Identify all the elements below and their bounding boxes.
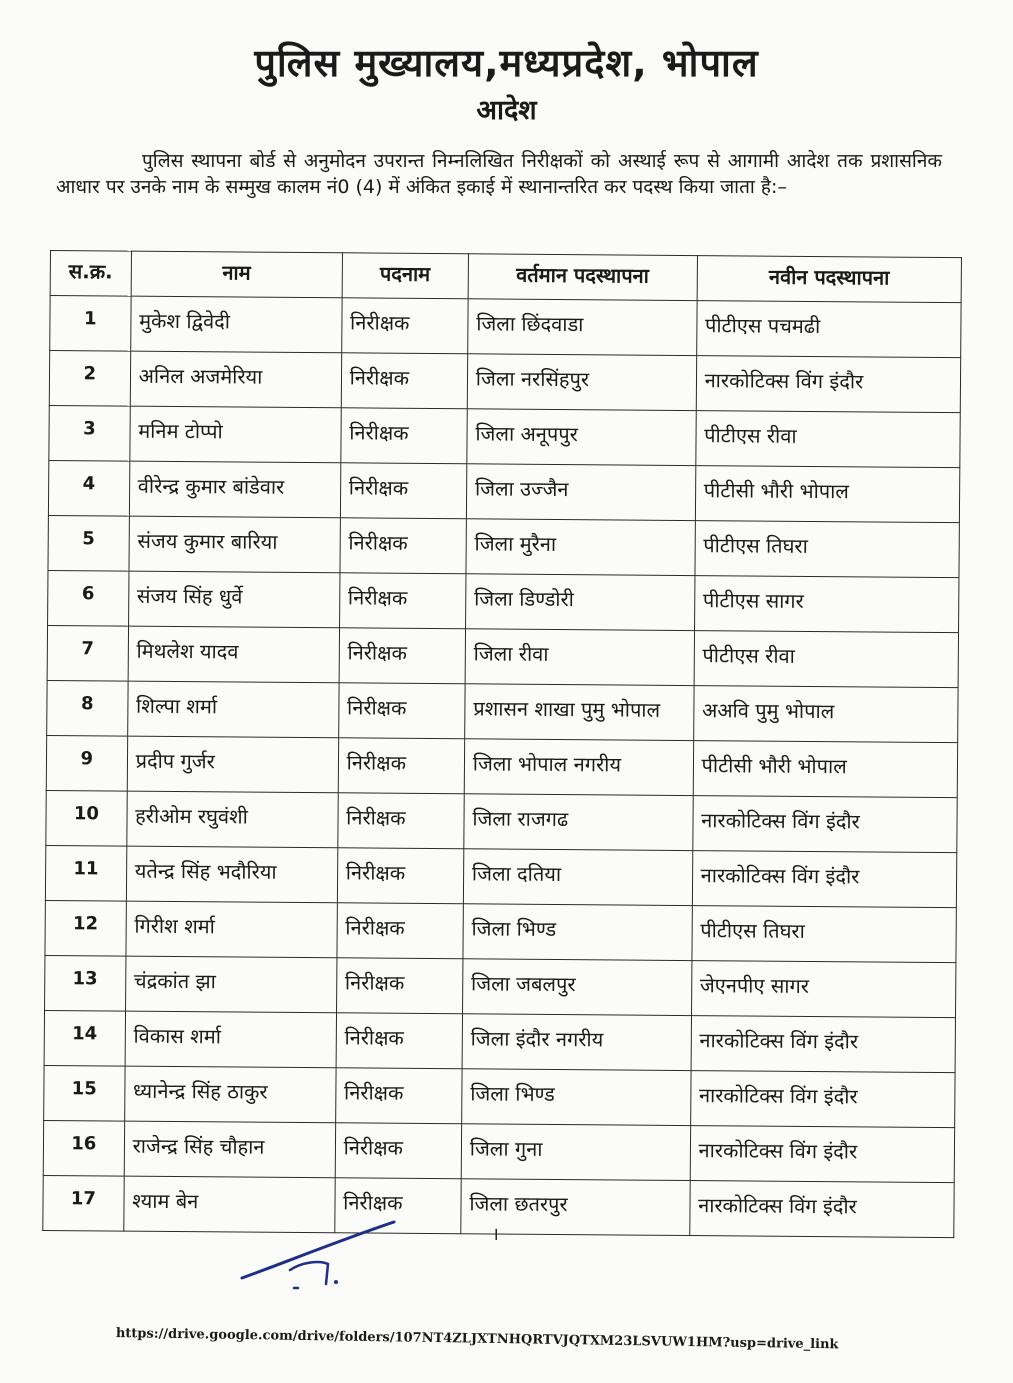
signature-mark: [236, 1218, 406, 1298]
current-posting-cell: प्रशासन शाखा पुमु भोपाल: [465, 684, 694, 741]
drive-link[interactable]: https://drive.google.com/drive/folders/107NT4ZLJXTNHQRTVJQTXM23LSVUW1HM?usp=drive_link: [115, 1326, 839, 1353]
table-row: [45, 900, 956, 962]
page-mark: ।: [492, 1224, 499, 1245]
current-posting-cell: जिला रीवा: [465, 629, 694, 686]
table-row: [44, 1065, 955, 1127]
designation-cell: निरीक्षक: [336, 958, 463, 1014]
current-posting-cell: जिला जबलपुर: [462, 959, 691, 1016]
name-cell: मिथलेश यादव: [128, 626, 339, 683]
name-cell: चंद्रकांत झा: [125, 956, 336, 1013]
designation-cell: निरीक्षक: [337, 848, 464, 904]
new-posting-cell: पीटीएस तिघरा: [692, 906, 957, 963]
serial-cell: 16: [43, 1120, 124, 1176]
table-row: [49, 351, 960, 413]
name-cell: मुकेश द्विवेदी: [130, 296, 341, 353]
name-cell: ध्यानेन्द्र सिंह ठाकुर: [124, 1066, 335, 1123]
serial-cell: 11: [45, 845, 126, 901]
table-row: [43, 1120, 954, 1182]
name-cell: अनिल अजमेरिया: [130, 351, 341, 408]
serial-cell: 13: [45, 955, 126, 1011]
designation-cell: निरीक्षक: [340, 463, 467, 519]
name-cell: यतेन्द्र सिंह भदौरिया: [126, 846, 337, 903]
current-posting-cell: जिला डिण्डोरी: [465, 574, 694, 631]
serial-cell: 12: [45, 900, 126, 956]
designation-cell: निरीक्षक: [336, 1013, 463, 1069]
designation-cell: निरीक्षक: [334, 1178, 461, 1234]
name-cell: संजय कुमार बारिया: [129, 516, 340, 573]
serial-cell: 7: [47, 625, 128, 681]
current-posting-cell: जिला छिंदवाडा: [468, 299, 697, 356]
new-posting-cell: नारकोटिक्स विंग इंदौर: [689, 1181, 954, 1238]
serial-cell: 9: [46, 735, 127, 791]
serial-cell: 2: [49, 351, 130, 407]
serial-cell: 17: [43, 1175, 124, 1231]
name-cell: श्याम बेन: [123, 1176, 334, 1233]
name-cell: हरीओम रघुवंशी: [126, 791, 337, 848]
current-posting-cell: जिला दतिया: [463, 849, 692, 906]
designation-cell: निरीक्षक: [339, 573, 466, 629]
designation-cell: निरीक्षक: [337, 903, 464, 959]
designation-cell: निरीक्षक: [335, 1068, 462, 1124]
current-posting-cell: जिला मुरैना: [466, 519, 695, 576]
table-row: [46, 790, 957, 852]
serial-cell: 4: [48, 460, 129, 516]
name-cell: शिल्पा शर्मा: [127, 681, 338, 738]
header-serial: स.क्र.: [50, 251, 131, 297]
new-posting-cell: नारकोटिक्स विंग इंदौर: [692, 851, 957, 908]
table-row: [50, 296, 961, 358]
designation-cell: निरीक्षक: [340, 518, 467, 574]
designation-cell: निरीक्षक: [337, 793, 464, 849]
new-posting-cell: पीटीएस तिघरा: [695, 521, 960, 578]
intro-paragraph: पुलिस स्थापना बोर्ड से अनुमोदन उपरान्त निम्नलिखित निरीक्षकों को अस्थाई रूप से आगामी आदेश तक प्रशासनिक आधार पर उनके नाम के सम्मुख कालम नं0 (4) में अंकित इकाई में स्थानान्तरित कर पदस्थ किया जाता है:–: [56, 150, 942, 198]
new-posting-cell: नारकोटिक्स विंग इंदौर: [692, 796, 957, 853]
new-posting-cell: पीटीसी भौरी भोपाल: [693, 741, 958, 798]
new-posting-cell: पीटीएस सागर: [694, 576, 959, 633]
current-posting-cell: जिला इंदौर नगरीय: [462, 1014, 691, 1071]
table-row: [45, 955, 956, 1017]
name-cell: संजय सिंह धुर्वे: [128, 571, 339, 628]
serial-cell: 10: [46, 790, 127, 846]
current-posting-cell: जिला भोपाल नगरीय: [464, 739, 693, 796]
current-posting-cell: जिला भिण्ड: [463, 904, 692, 961]
header-name: नाम: [131, 251, 342, 298]
serial-cell: 1: [50, 296, 131, 352]
table-row: [46, 735, 957, 797]
designation-cell: निरीक्षक: [341, 408, 468, 464]
serial-cell: 14: [44, 1010, 125, 1066]
transfer-table: [42, 250, 962, 1238]
new-posting-cell: जेएनपीए सागर: [691, 961, 956, 1018]
current-posting-cell: जिला छतरपुर: [461, 1179, 690, 1236]
table-row: [47, 680, 958, 742]
table-header-row: [50, 251, 961, 303]
name-cell: प्रदीप गुर्जर: [127, 736, 338, 793]
designation-cell: निरीक्षक: [341, 298, 468, 354]
current-posting-cell: जिला राजगढ: [464, 794, 693, 851]
serial-cell: 8: [47, 680, 128, 736]
current-posting-cell: जिला गुना: [461, 1124, 690, 1181]
current-posting-cell: जिला अनूपपुर: [467, 409, 696, 466]
current-posting-cell: जिला उज्जैन: [466, 464, 695, 521]
serial-cell: 3: [49, 405, 130, 461]
table-row: [48, 460, 959, 522]
new-posting-cell: नारकोटिक्स विंग इंदौर: [691, 1016, 956, 1073]
new-posting-cell: पीटीएस रीवा: [694, 631, 959, 688]
current-posting-cell: जिला नरसिंहपुर: [467, 354, 696, 411]
serial-cell: 6: [48, 570, 129, 626]
name-cell: गिरीश शर्मा: [126, 901, 337, 958]
new-posting-cell: नारकोटिक्स विंग इंदौर: [690, 1071, 955, 1128]
document-title: पुलिस मुख्यालय,मध्यप्रदेश, भोपाल: [254, 41, 759, 85]
new-posting-cell: अअवि पुमु भोपाल: [693, 686, 958, 743]
name-cell: विकास शर्मा: [125, 1011, 336, 1068]
table-row: [48, 570, 959, 632]
table-row: [49, 405, 960, 467]
header-current-posting: वर्तमान पदस्थापना: [468, 254, 697, 301]
designation-cell: निरीक्षक: [339, 628, 466, 684]
name-cell: राजेन्द्र सिंह चौहान: [124, 1121, 335, 1178]
serial-cell: 5: [48, 515, 129, 571]
new-posting-cell: पीटीसी भौरी भोपाल: [695, 466, 960, 523]
designation-cell: निरीक्षक: [335, 1123, 462, 1179]
designation-cell: निरीक्षक: [338, 738, 465, 794]
serial-cell: 15: [44, 1065, 125, 1121]
new-posting-cell: पीटीएस रीवा: [695, 411, 960, 468]
name-cell: मनिम टोप्पो: [130, 406, 341, 463]
designation-cell: निरीक्षक: [341, 353, 468, 409]
header-new-posting: नवीन पदस्थापना: [697, 256, 962, 303]
document-subtitle: आदेश: [476, 95, 537, 126]
table-row: [47, 625, 958, 687]
new-posting-cell: पीटीएस पचमढी: [696, 301, 961, 358]
table-row: [48, 515, 959, 577]
new-posting-cell: नारकोटिक्स विंग इंदौर: [696, 356, 961, 413]
new-posting-cell: नारकोटिक्स विंग इंदौर: [690, 1126, 955, 1183]
header-designation: पदनाम: [342, 253, 469, 299]
current-posting-cell: जिला भिण्ड: [462, 1069, 691, 1126]
name-cell: वीरेन्द्र कुमार बांडेवार: [129, 461, 340, 518]
table-row: [44, 1010, 955, 1072]
table-row: [45, 845, 956, 907]
designation-cell: निरीक्षक: [338, 683, 465, 739]
